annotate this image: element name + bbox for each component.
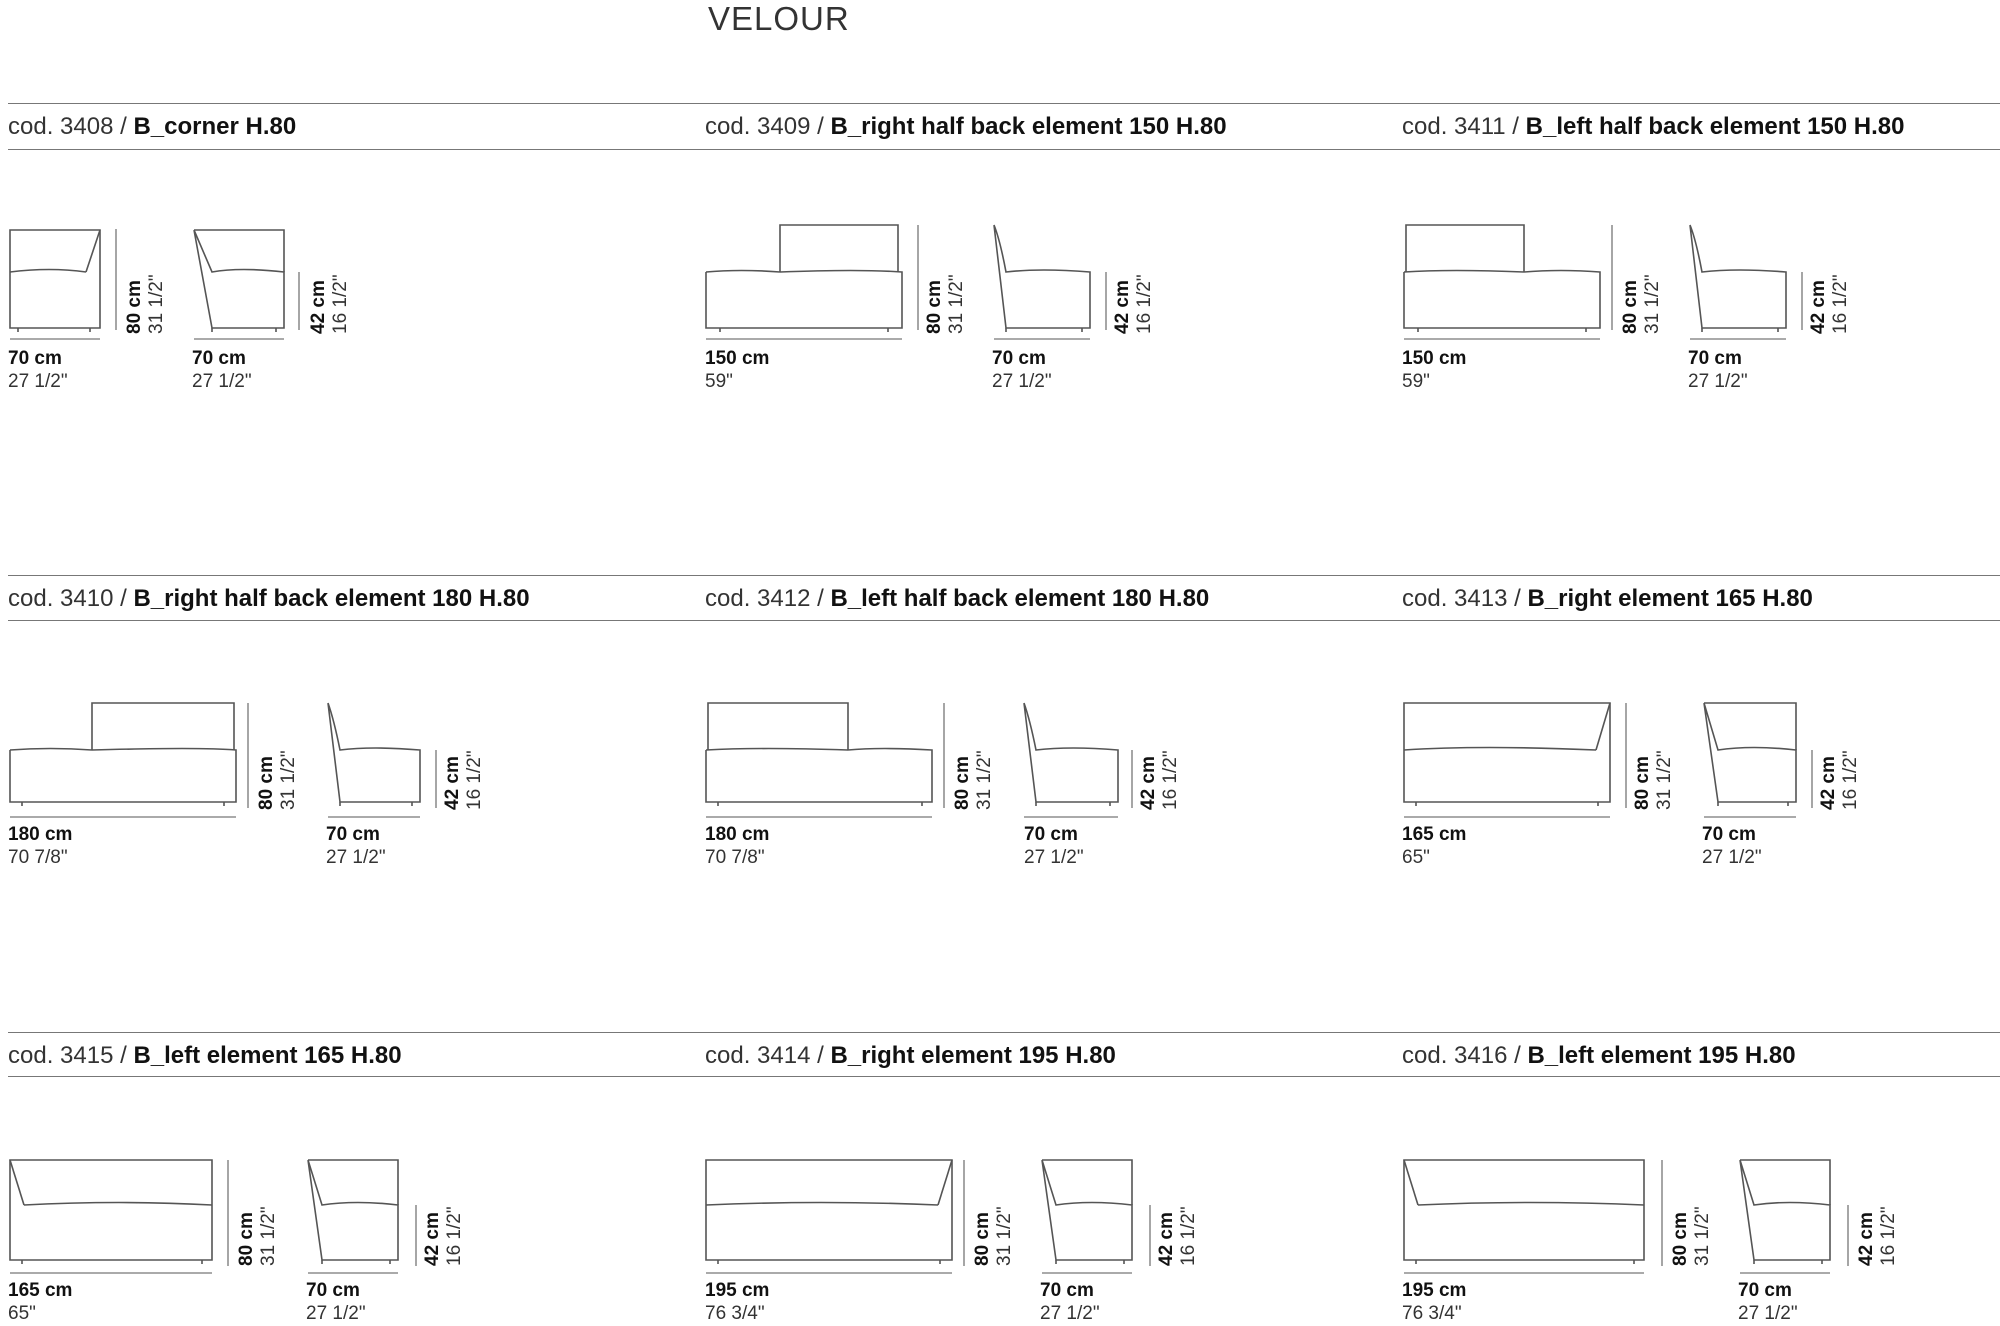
height-dim: 80 cm 31 1/2" [1620, 274, 1663, 334]
item-code: cod. 3411 / [1402, 113, 1526, 140]
seat-height-dim: 42 cm 16 1/2" [1138, 750, 1181, 810]
width-in: 70 7/8" [705, 847, 765, 868]
width-in: 65" [1402, 847, 1430, 868]
drawing-3414-front [706, 1160, 964, 1273]
width-in: 59" [1402, 371, 1430, 392]
height-dim: 80 cm 31 1/2" [972, 1206, 1015, 1266]
drawing-3416-side [1740, 1160, 1848, 1273]
width-cm: 150 cm [705, 348, 770, 369]
drawing-3416-front [1404, 1160, 1662, 1273]
height-dim: 80 cm 31 1/2" [924, 274, 967, 334]
seat-height-dim: 42 cm 16 1/2" [1156, 1206, 1199, 1266]
drawing-3409-front [706, 225, 918, 339]
width-in: 27 1/2" [1738, 1303, 1798, 1324]
width-in: 27 1/2" [1688, 371, 1748, 392]
item-name: B_left element 165 H.80 [133, 1042, 402, 1069]
drawing-3408-side [194, 230, 299, 339]
page-title: VELOUR [708, 0, 850, 37]
width-cm: 70 cm [326, 824, 380, 845]
width-in: 59" [705, 371, 733, 392]
width-cm: 70 cm [1040, 1280, 1094, 1301]
item-name: B_right element 195 H.80 [830, 1042, 1116, 1069]
width-cm: 180 cm [705, 824, 770, 845]
height-dim: 80 cm 31 1/2" [256, 750, 299, 810]
item-name: B_right half back element 180 H.80 [133, 585, 530, 612]
item-code: cod. 3413 / [1402, 585, 1528, 612]
item-name: B_right element 165 H.80 [1527, 585, 1813, 612]
width-in: 27 1/2" [192, 371, 252, 392]
width-cm: 180 cm [8, 824, 73, 845]
width-cm: 70 cm [1688, 348, 1742, 369]
seat-height-dim: 42 cm 16 1/2" [422, 1206, 465, 1266]
width-cm: 70 cm [192, 348, 246, 369]
drawing-3412-front [706, 703, 944, 817]
width-cm: 195 cm [705, 1280, 770, 1301]
drawing-3415-side [308, 1160, 416, 1273]
width-cm: 195 cm [1402, 1280, 1467, 1301]
width-in: 27 1/2" [1024, 847, 1084, 868]
item-code: cod. 3408 / [8, 113, 134, 140]
height-dim: 80 cm 31 1/2" [1632, 750, 1675, 810]
drawing-3410-front [10, 703, 248, 817]
drawing-3411-front [1404, 225, 1612, 339]
width-cm: 70 cm [306, 1280, 360, 1301]
item-code: cod. 3409 / [705, 113, 831, 140]
drawing-3413-side [1704, 703, 1812, 817]
width-in: 65" [8, 1303, 36, 1324]
seat-height-dim: 42 cm 16 1/2" [1808, 274, 1851, 334]
item-name: B_left element 195 H.80 [1527, 1042, 1796, 1069]
drawing-3409-side [994, 225, 1106, 339]
width-cm: 70 cm [8, 348, 62, 369]
drawing-3413-front [1404, 703, 1626, 817]
height-dim: 80 cm 31 1/2" [1670, 1206, 1713, 1266]
seat-height-dim: 42 cm 16 1/2" [442, 750, 485, 810]
seat-height-dim: 42 cm 16 1/2" [308, 274, 351, 334]
width-in: 70 7/8" [8, 847, 68, 868]
item-name: B_corner H.80 [133, 113, 297, 140]
item-name: B_right half back element 150 H.80 [830, 113, 1227, 140]
width-in: 27 1/2" [306, 1303, 366, 1324]
width-in: 27 1/2" [8, 371, 68, 392]
drawing-3412-side [1024, 703, 1132, 817]
width-in: 27 1/2" [1040, 1303, 1100, 1324]
width-cm: 70 cm [992, 348, 1046, 369]
width-cm: 150 cm [1402, 348, 1467, 369]
width-cm: 165 cm [8, 1280, 73, 1301]
item-code: cod. 3414 / [705, 1042, 831, 1069]
width-in: 27 1/2" [1702, 847, 1762, 868]
width-cm: 70 cm [1738, 1280, 1792, 1301]
item-code: cod. 3412 / [705, 585, 831, 612]
item-name: B_left half back element 150 H.80 [1525, 113, 1905, 140]
width-cm: 70 cm [1702, 824, 1756, 845]
drawing-3414-side [1042, 1160, 1150, 1273]
drawing-3411-side [1690, 225, 1802, 339]
width-cm: 70 cm [1024, 824, 1078, 845]
drawing-3410-side [328, 703, 436, 817]
height-dim: 80 cm 31 1/2" [236, 1206, 279, 1266]
drawing-3408-front [10, 229, 116, 339]
drawing-3415-front [10, 1160, 228, 1273]
width-cm: 165 cm [1402, 824, 1467, 845]
seat-height-dim: 42 cm 16 1/2" [1856, 1206, 1899, 1266]
width-in: 76 3/4" [1402, 1303, 1462, 1324]
item-code: cod. 3415 / [8, 1042, 134, 1069]
height-dim: 80 cm 31 1/2" [124, 274, 167, 334]
item-name: B_left half back element 180 H.80 [830, 585, 1210, 612]
width-in: 27 1/2" [992, 371, 1052, 392]
width-in: 76 3/4" [705, 1303, 765, 1324]
seat-height-dim: 42 cm 16 1/2" [1818, 750, 1861, 810]
item-code: cod. 3410 / [8, 585, 134, 612]
item-code: cod. 3416 / [1402, 1042, 1528, 1069]
height-dim: 80 cm 31 1/2" [952, 750, 995, 810]
seat-height-dim: 42 cm 16 1/2" [1112, 274, 1155, 334]
width-in: 27 1/2" [326, 847, 386, 868]
